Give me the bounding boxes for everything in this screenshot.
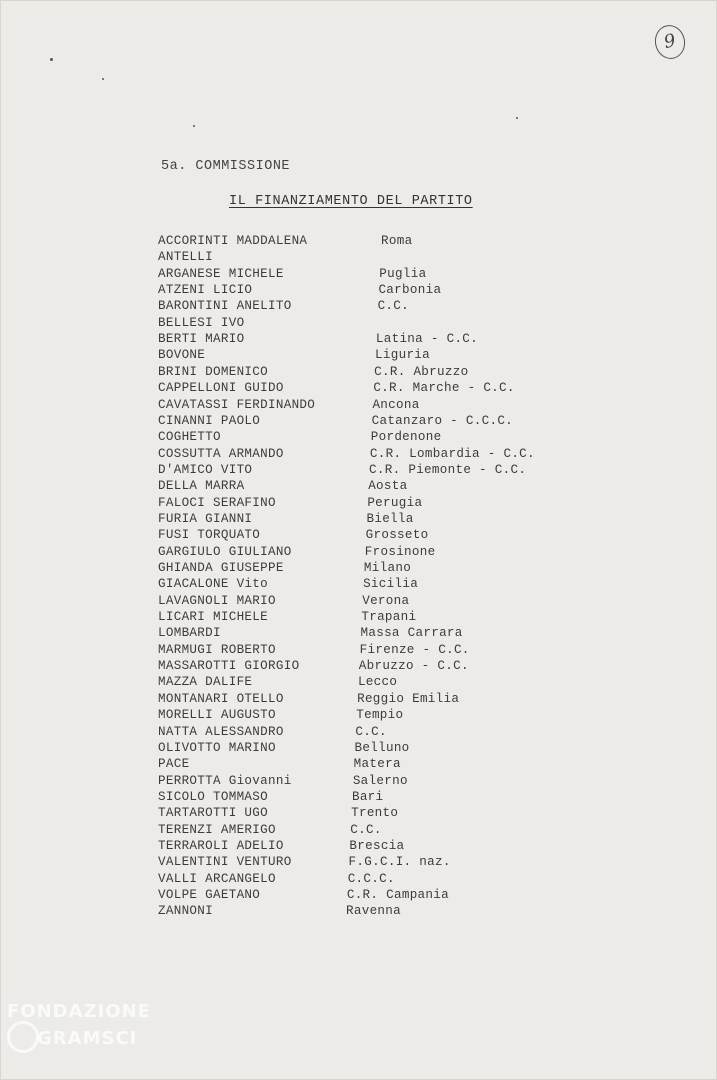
attendee-name: BRINI DOMENICO: [158, 364, 269, 379]
attendee-name: GIACALONE Vito: [158, 577, 269, 592]
page-number: 9: [652, 22, 688, 61]
attendee-place: C.C.: [355, 724, 387, 739]
attendee-name: COGHETTO: [158, 430, 221, 445]
attendee-place: Belluno: [354, 740, 410, 755]
scan-speck: [516, 117, 518, 119]
attendee-place: Catanzaro - C.C.C.: [371, 413, 514, 428]
attendee-place: Carbonia: [378, 283, 442, 298]
attendee-name: MAZZA DALIFE: [158, 675, 253, 690]
attendee-place: Ancona: [372, 397, 420, 412]
attendee-name: ARGANESE MICHELE: [158, 266, 284, 281]
attendee-place: Reggio Emilia: [357, 691, 460, 706]
attendee-place: Grosseto: [365, 528, 429, 543]
attendee-place: C.R. Campania: [346, 888, 449, 902]
attendee-place: Frosinone: [364, 544, 436, 559]
attendee-name: CAVATASSI FERDINANDO: [158, 397, 316, 412]
attendee-name: CINANNI PAOLO: [158, 413, 261, 428]
attendee-name: PACE: [158, 757, 190, 772]
attendee-place: Lecco: [357, 675, 398, 690]
attendee-name: FURIA GIANNI: [158, 511, 253, 526]
attendee-name: TERENZI AMERIGO: [158, 822, 276, 837]
attendee-name: ANTELLI: [158, 250, 214, 265]
watermark-line2: GRAMSCI: [37, 1028, 138, 1049]
attendee-name: FUSI TORQUATO: [158, 528, 261, 543]
watermark-logo: [7, 1001, 151, 1055]
attendee-name: BERTI MARIO: [158, 332, 245, 347]
attendee-place: Trento: [351, 806, 399, 821]
attendee-name: VALLI ARCANGELO: [158, 871, 276, 886]
scan-speck: [102, 78, 104, 80]
attendee-name: GHIANDA GIUSEPPE: [158, 561, 284, 575]
attendee-name: PERROTTA Giovanni: [158, 773, 292, 788]
commission-heading: 5a. COMMISSIONE: [161, 159, 291, 174]
watermark-line1: FONDAZIONE: [7, 1001, 151, 1022]
attendee-place: Aosta: [368, 479, 408, 494]
attendee-place: F.G.C.I. naz.: [348, 855, 451, 870]
attendee-place: C.R. Lombardia - C.C.: [369, 446, 535, 461]
attendee-place: Milano: [363, 561, 412, 575]
attendee-name: MARMUGI ROBERTO: [158, 642, 276, 657]
attendee-place: C.C.: [350, 822, 382, 837]
attendee-place: Trapani: [361, 610, 417, 625]
attendee-place: Verona: [362, 593, 410, 608]
attendee-place: Matera: [353, 757, 401, 772]
attendee-place: Biella: [366, 511, 414, 526]
attendee-name: FALOCI SERAFINO: [158, 495, 276, 510]
attendee-place: Sicilia: [363, 577, 419, 592]
attendee-name: LOMBARDI: [158, 626, 221, 641]
attendee-place: C.R. Piemonte - C.C.: [369, 462, 527, 477]
attendee-name: LICARI MICHELE: [158, 610, 269, 625]
scan-speck: [193, 125, 195, 127]
attendee-place: Pordenone: [370, 430, 442, 445]
attendee-name: COSSUTTA ARMANDO: [158, 446, 284, 461]
attendee-name: ACCORINTI MADDALENA: [158, 234, 308, 248]
attendee-name: ATZENI LICIO: [158, 283, 253, 298]
attendee-place: Liguria: [375, 348, 431, 363]
attendee-name: BOVONE: [158, 348, 206, 363]
attendee-place: Roma: [381, 234, 413, 248]
attendee-name: VALENTINI VENTURO: [158, 855, 292, 870]
attendee-place: Brescia: [349, 838, 405, 853]
attendee-name: BELLESI IVO: [158, 315, 245, 330]
attendee-name: MONTANARI OTELLO: [158, 691, 284, 706]
attendee-name: GARGIULO GIULIANO: [158, 544, 292, 559]
attendee-name: MASSAROTTI GIORGIO: [158, 659, 300, 674]
attendee-place: C.C.C.: [347, 871, 395, 886]
attendee-place: Puglia: [379, 266, 427, 281]
attendee-place: Abruzzo - C.C.: [358, 659, 469, 674]
attendee-place: Tempio: [356, 708, 404, 723]
attendee-name: NATTA ALESSANDRO: [158, 724, 284, 739]
attendee-place: Latina - C.C.: [375, 332, 479, 347]
attendee-name: TERRAROLI ADELIO: [158, 838, 284, 853]
attendee-place: C.C.: [377, 299, 410, 314]
attendee-place: Massa Carrara: [360, 626, 463, 641]
gramsci-logo-icon: [7, 1021, 39, 1053]
attendee-name: CAPPELLONI GUIDO: [158, 381, 284, 396]
attendee-name: BARONTINI ANELITO: [158, 299, 292, 314]
attendee-place: C.R. Marche - C.C.: [373, 381, 515, 396]
attendee-place: C.R. Abruzzo: [374, 364, 469, 379]
attendee-name: D'AMICO VITO: [158, 462, 253, 477]
document-title: IL FINANZIAMENTO DEL PARTITO: [229, 194, 473, 209]
attendee-name: VOLPE GAETANO: [158, 888, 261, 902]
attendee-place: Firenze - C.C.: [359, 642, 470, 657]
attendee-name: OLIVOTTO MARINO: [158, 740, 276, 755]
attendee-place: Salerno: [352, 773, 408, 788]
scan-speck: [50, 58, 53, 61]
attendee-name: DELLA MARRA: [158, 479, 245, 494]
attendee-name: MORELLI AUGUSTO: [158, 708, 276, 723]
attendee-name: ZANNONI: [158, 904, 214, 919]
attendee-name: LAVAGNOLI MARIO: [158, 593, 276, 608]
attendee-place: Ravenna: [346, 904, 402, 919]
attendee-place: Perugia: [367, 495, 423, 510]
attendee-place: Bari: [351, 789, 384, 804]
attendee-name: TARTAROTTI UGO: [158, 806, 269, 821]
attendee-name: SICOLO TOMMASO: [158, 789, 269, 804]
